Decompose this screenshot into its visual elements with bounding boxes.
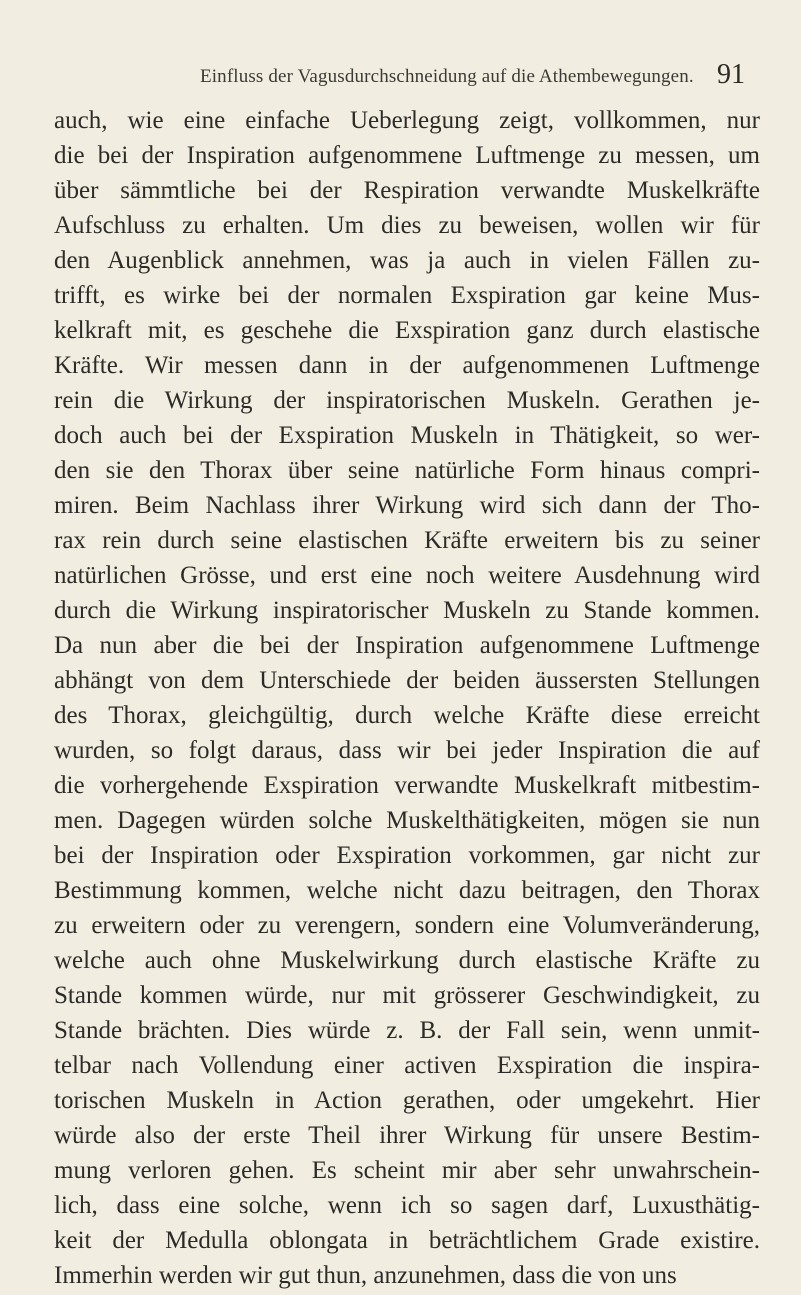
- text-line: Bestimmung kommen, welche nicht dazu beitragen, den Thorax: [54, 877, 760, 904]
- text-line: bei der Inspiration oder Exspiration vorkommen, gar nicht zur: [54, 842, 760, 869]
- text-line: die bei der Inspiration aufgenommene Luftmenge zu messen, um: [54, 142, 760, 169]
- text-line: den Augenblick annehmen, was ja auch in vielen Fällen zu-: [54, 247, 760, 274]
- text-line: telbar nach Vollendung einer activen Exspiration die inspira-: [54, 1052, 760, 1079]
- text-line: würde also der erste Theil ihrer Wirkung für unsere Bestim-: [54, 1122, 760, 1149]
- text-line: Aufschluss zu erhalten. Um dies zu beweisen, wollen wir für: [54, 212, 760, 239]
- text-line: wurden, so folgt daraus, dass wir bei jeder Inspiration die auf: [54, 737, 760, 764]
- text-line: Stande kommen würde, nur mit grösserer Geschwindigkeit, zu: [54, 982, 760, 1009]
- text-line: doch auch bei der Exspiration Muskeln in Thätigkeit, so wer-: [54, 422, 760, 449]
- text-line: über sämmtliche bei der Respiration verwandte Muskelkräfte: [54, 177, 760, 204]
- body-text: [54, 103, 760, 1289]
- text-line: natürlichen Grösse, und erst eine noch weitere Ausdehnung wird: [54, 562, 760, 589]
- running-title: Einfluss der Vagusdurchschneidung auf die Athembewegungen.: [200, 66, 694, 87]
- text-line: den sie den Thorax über seine natürliche Form hinaus compri-: [54, 457, 760, 484]
- text-line: men. Dagegen würden solche Muskelthätigkeiten, mögen sie nun: [54, 807, 760, 834]
- text-line: rein die Wirkung der inspiratorischen Muskeln. Gerathen je-: [54, 387, 760, 414]
- text-line: welche auch ohne Muskelwirkung durch elastische Kräfte zu: [54, 947, 760, 974]
- text-line: des Thorax, gleichgültig, durch welche Kräfte diese erreicht: [54, 702, 760, 729]
- text-line: Immerhin werden wir gut thun, anzunehmen, dass die von uns: [54, 1262, 677, 1289]
- text-line: keit der Medulla oblongata in beträchtlichem Grade existire.: [54, 1227, 760, 1254]
- text-line: die vorhergehende Exspiration verwandte Muskelkraft mitbestim-: [54, 772, 760, 799]
- text-line: trifft, es wirke bei der normalen Exspiration gar keine Mus-: [54, 282, 760, 309]
- text-line: mung verloren gehen. Es scheint mir aber sehr unwahrschein-: [54, 1157, 760, 1184]
- text-line: Kräfte. Wir messen dann in der aufgenommenen Luftmenge: [54, 352, 760, 379]
- text-line: Stande brächten. Dies würde z. B. der Fall sein, wenn unmit-: [54, 1017, 760, 1044]
- text-line: Da nun aber die bei der Inspiration aufgenommene Luftmenge: [54, 632, 760, 659]
- text-line: lich, dass eine solche, wenn ich so sagen darf, Luxusthätig-: [54, 1192, 760, 1219]
- text-line: abhängt von dem Unterschiede der beiden äussersten Stellungen: [54, 667, 760, 694]
- text-line: miren. Beim Nachlass ihrer Wirkung wird sich dann der Tho-: [54, 492, 760, 519]
- text-line: auch, wie eine einfache Ueberlegung zeigt, vollkommen, nur: [54, 107, 760, 134]
- running-header: [200, 60, 760, 94]
- text-line: zu erweitern oder zu verengern, sondern eine Volumveränderung,: [54, 912, 760, 939]
- text-line: kelkraft mit, es geschehe die Exspiration ganz durch elastische: [54, 317, 760, 344]
- text-line: durch die Wirkung inspiratorischer Muskeln zu Stande kommen.: [54, 597, 760, 624]
- page-number: 91: [717, 59, 745, 90]
- text-line: torischen Muskeln in Action gerathen, oder umgekehrt. Hier: [54, 1087, 760, 1114]
- text-line: rax rein durch seine elastischen Kräfte erweitern bis zu seiner: [54, 527, 760, 554]
